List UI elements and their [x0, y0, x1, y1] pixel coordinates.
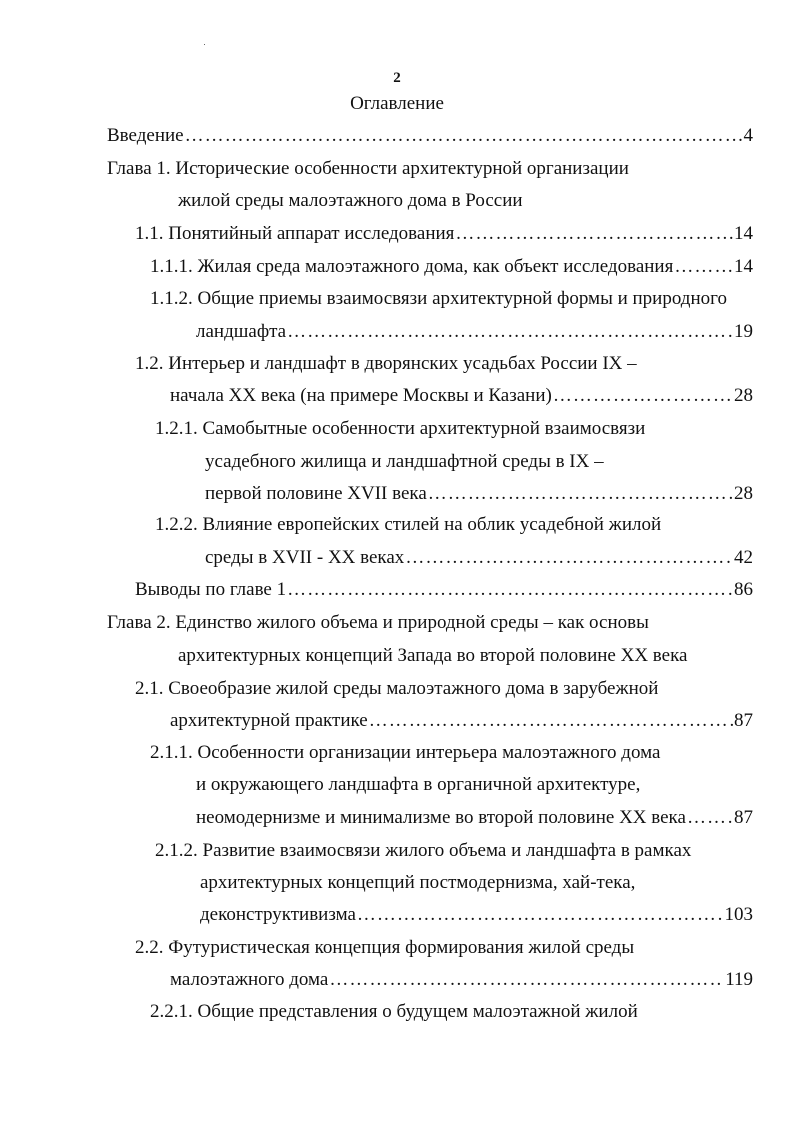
toc-entry-1-2-2-heading[interactable]: 1.2.2. Влияние европейских стилей на облик усадебной жилой [155, 514, 662, 535]
toc-entry-page: 86 [734, 579, 753, 600]
toc-entry-2-1-1[interactable] [196, 806, 753, 830]
toc-title: Оглавление [350, 93, 444, 114]
toc-entry-page: 103 [724, 904, 753, 925]
toc-chapter-1-heading-cont: жилой среды малоэтажного дома в России [178, 190, 523, 211]
toc-entry-page: 87 [734, 710, 753, 731]
toc-entry-text: архитектурной практике [170, 710, 368, 731]
page-number: 2 [393, 70, 401, 86]
toc-chapter-2-heading[interactable]: Глава 2. Единство жилого объема и природной среды – как основы [107, 612, 649, 633]
toc-entry-2-1-2-heading-cont: архитектурных концепций постмодернизма, хай-тека, [200, 872, 636, 893]
toc-entry-page: 119 [725, 969, 753, 990]
toc-chapter-1-heading[interactable]: Глава 1. Исторические особенности архитектурной организации [107, 158, 629, 179]
toc-entry-text: начала XX века (на примере Москвы и Казани) [170, 385, 552, 406]
toc-entry-page: 28 [734, 385, 753, 406]
toc-leader-dots [287, 320, 733, 344]
toc-entry-text: неомодернизме и минимализме во второй половине XX века [196, 807, 686, 828]
toc-entry-2-2-1-heading[interactable]: 2.2.1. Общие представления о будущем малоэтажной жилой [150, 1001, 638, 1022]
toc-entry-1-1[interactable] [135, 222, 753, 246]
toc-leader-dots [185, 124, 743, 148]
toc-entry-text: Введение [107, 125, 184, 146]
toc-entry-2-1-1-heading[interactable]: 2.1.1. Особенности организации интерьера малоэтажного дома [150, 742, 661, 763]
toc-entry-1-1-1[interactable] [150, 255, 753, 279]
toc-leader-dots [428, 482, 733, 506]
toc-entry-text: 1.1. Понятийный аппарат исследования [135, 223, 455, 244]
toc-entry-2-1-2-heading[interactable]: 2.1.2. Развитие взаимосвязи жилого объема и ландшафта в рамках [155, 840, 692, 861]
toc-entry-1-2-1-heading[interactable]: 1.2.1. Самобытные особенности архитектурной взаимосвязи [155, 418, 646, 439]
toc-entry-1-2[interactable] [170, 384, 753, 408]
toc-entry-text: ландшафта [196, 321, 287, 342]
toc-leader-dots [405, 546, 733, 570]
toc-entry-1-2-1-heading-cont: усадебного жилища и ландшафтной среды в IX – [205, 451, 604, 472]
toc-entry-page: 14 [734, 223, 753, 244]
toc-entry-text: первой половине XVII века [205, 483, 427, 504]
toc-chapter-2-heading-cont: архитектурных концепций Запада во второй половине XX века [178, 645, 688, 666]
toc-entry-1-1-2-heading[interactable]: 1.1.2. Общие приемы взаимосвязи архитектурной формы и природного [150, 288, 727, 309]
toc-entry-page: 19 [734, 321, 753, 342]
toc-entry-1-2-2[interactable] [205, 546, 753, 570]
toc-entry-1-2-1[interactable] [205, 482, 753, 506]
toc-entry-page: 42 [734, 547, 753, 568]
toc-leader-dots [455, 222, 733, 246]
toc-leader-dots [329, 968, 724, 992]
toc-leader-dots [687, 806, 733, 830]
toc-entry-text: среды в XVII - XX веках [205, 547, 405, 568]
scan-speck [204, 44, 205, 45]
toc-leader-dots [369, 709, 733, 733]
toc-entry-2-2-heading[interactable]: 2.2. Футуристическая концепция формирования жилой среды [135, 937, 635, 958]
toc-entry-page: 87 [734, 807, 753, 828]
toc-entry-text: 1.1.1. Жилая среда малоэтажного дома, как объект исследования [150, 256, 674, 277]
toc-entry-2-1[interactable] [170, 709, 753, 733]
toc-entry-text: Выводы по главе 1 [135, 579, 287, 600]
toc-leader-dots [357, 903, 724, 927]
toc-leader-dots [287, 578, 733, 602]
toc-entry-text: малоэтажного дома [170, 969, 329, 990]
toc-entry-1-1-2[interactable] [196, 320, 753, 344]
toc-entry-conclusions-1[interactable] [135, 578, 753, 602]
toc-entry-text: деконструктивизма [200, 904, 356, 925]
toc-leader-dots [674, 255, 733, 279]
toc-entry-page: 4 [743, 125, 753, 146]
toc-entry-2-1-1-heading-cont: и окружающего ландшафта в органичной архитектуре, [196, 774, 641, 795]
toc-entry-2-1-heading[interactable]: 2.1. Своеобразие жилой среды малоэтажного дома в зарубежной [135, 678, 659, 699]
toc-leader-dots [553, 384, 733, 408]
toc-entry-2-1-2[interactable] [200, 903, 753, 927]
toc-entry-page: 28 [734, 483, 753, 504]
toc-entry-page: 14 [734, 256, 753, 277]
toc-entry-2-2[interactable] [170, 968, 753, 992]
toc-entry-1-2-heading[interactable]: 1.2. Интерьер и ландшафт в дворянских усадьбах России IX – [135, 353, 637, 374]
toc-entry-intro[interactable] [107, 124, 753, 148]
